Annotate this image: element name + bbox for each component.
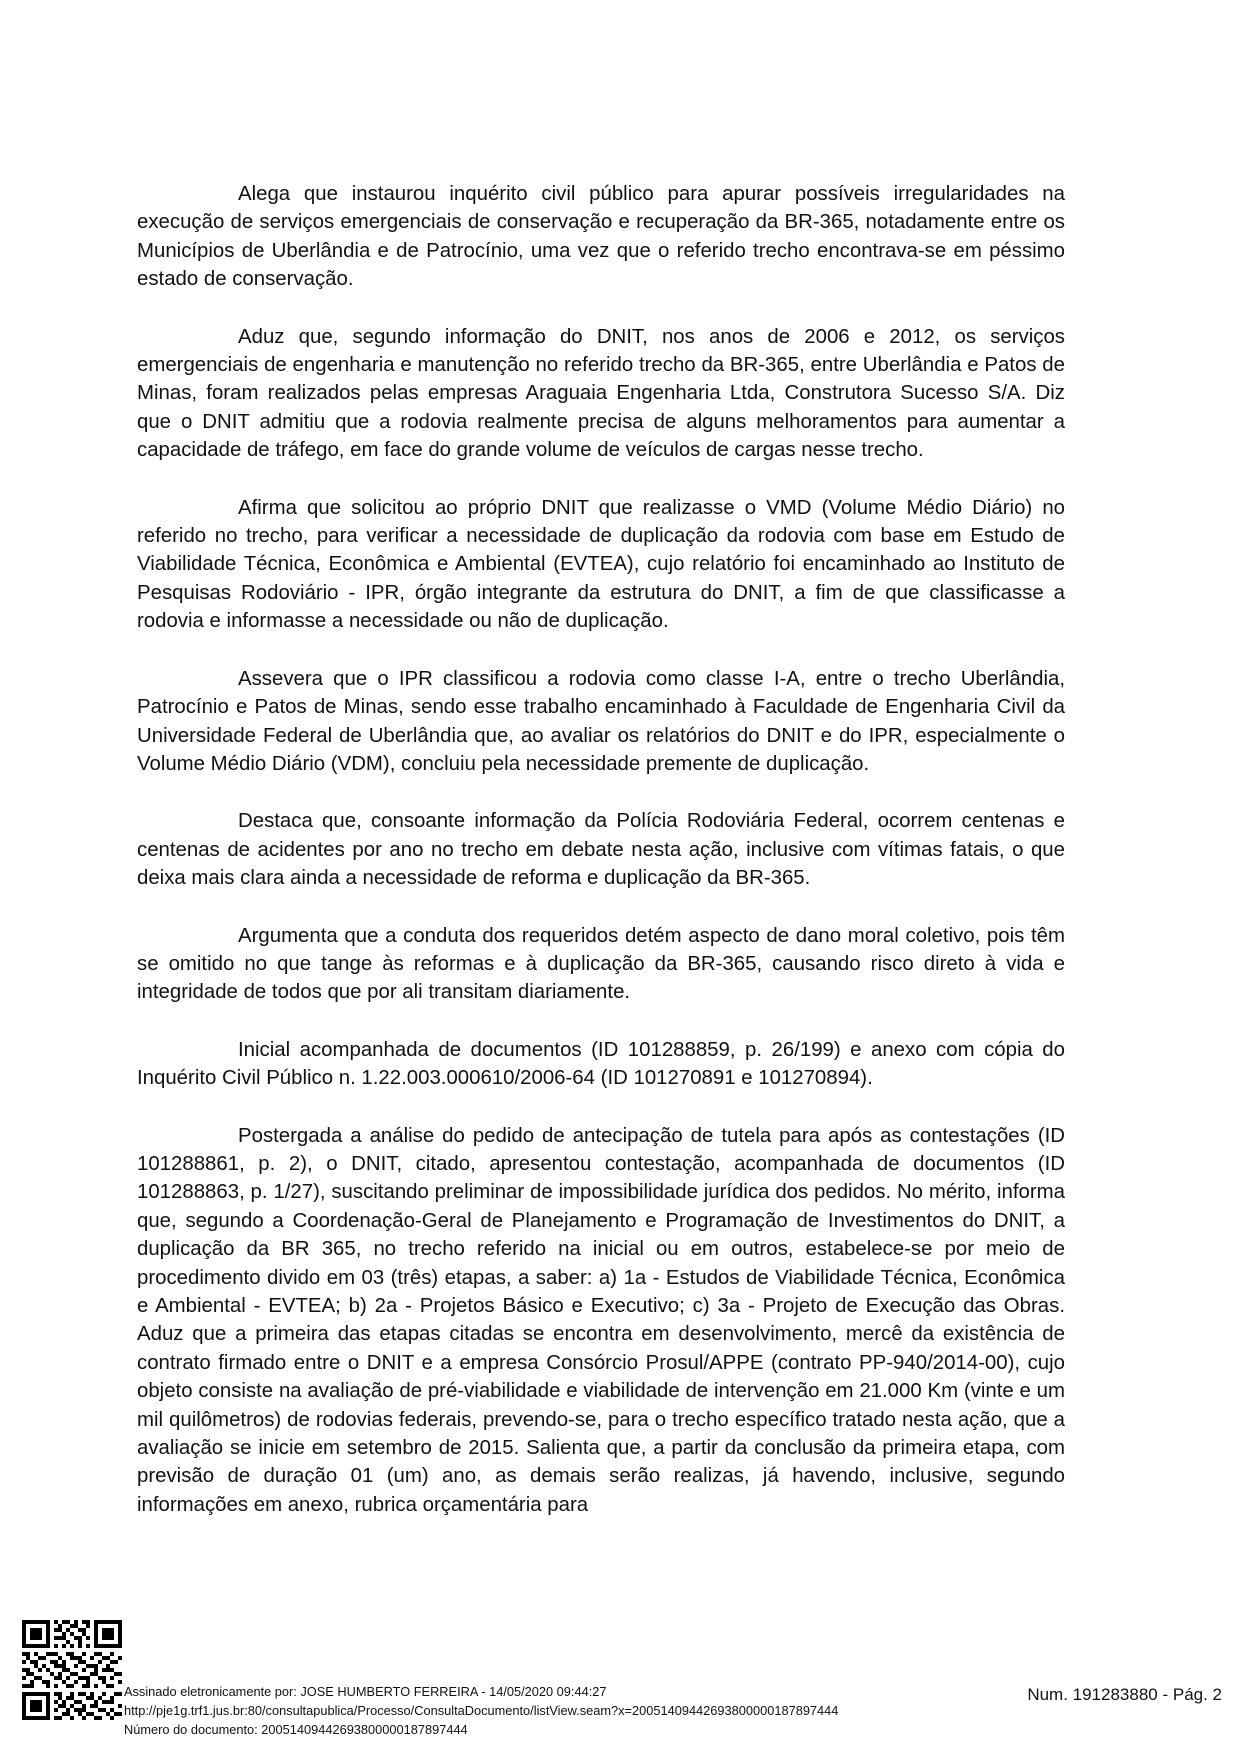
paragraph-6: Argumenta que a conduta dos requeridos detém aspecto de dano moral coletivo, pois têm se omitido no que tange às reformas e à duplicação da BR-365, causando risco direto à vida e integridade de todos que por ali transitam diariamente. [137,924,1065,1004]
paragraph-4: Assevera que o IPR classificou a rodovia como classe I-A, entre o trecho Uberlândia, Patrocínio e Patos de Minas, sendo esse trabalho encaminhado à Faculdade de Engenharia Civil da Universidade Federal de Uberlândia que, ao avaliar os relatórios do DNIT e do IPR, especialmente o Volume Médio Diário (VDM), concluiu pela necessidade premente de duplicação. [137,667,1065,775]
paragraph-8: Postergada a análise do pedido de antecipação de tutela para após as contestações (ID 101288861, p. 2), o DNIT, citado, apresentou contestação, acompanhada de documentos (ID 101288863, p. 1/27), suscitando preliminar de impossibilidade jurídica dos pedidos. No mérito, informa que, segundo a Coordenação-Geral de Planejamento e Programação de Investimentos do DNIT, a duplicação da BR 365, no trecho referido na inicial ou em outros, estabelece-se por meio de procedimento divido em 03 (três) etapas, a saber: a) 1a - Estudos de Viabilidade Técnica, Econômica e Ambiental - EVTEA; b) 2a - Projetos Básico e Executivo; c) 3a - Projeto de Execução das Obras. Aduz que a primeira das etapas citadas se encontra em desenvolvimento, mercê da existência de contrato firmado entre o DNIT e a empresa Consórcio Prosul/APPE (contrato PP-940/2014-00), cujo objeto consiste na avaliação de pré-viabilidade e viabilidade de intervenção em 21.000 Km (vinte e um mil quilômetros) de rodovias federais, prevendo-se, para o trecho específico tratado nesta ação, que a avaliação se inicie em setembro de 2015. Salienta que, a partir da conclusão da primeira etapa, com previsão de duração 01 (um) ano, as demais serão realizas, já havendo, inclusive, segundo informações em anexo, rubrica orçamentária para [137,1124,1065,1516]
document-number-line: Número do documento: 20051409442693800000187897444 [124,1722,468,1737]
paragraph-5: Destaca que, consoante informação da Polícia Rodoviária Federal, ocorrem centenas e centenas de acidentes por ano no trecho em debate nesta ação, inclusive com vítimas fatais, o que deixa mais clara ainda a necessidade de reforma e duplicação da BR-365. [137,810,1065,890]
signed-by-line: Assinado eletronicamente por: JOSE HUMBERTO FERREIRA - 14/05/2020 09:44:27 [124,1684,607,1699]
qr-code-icon [22,1620,122,1720]
paragraph-3: Afirma que solicitou ao próprio DNIT que realizasse o VMD (Volume Médio Diário) no referido no trecho, para verificar a necessidade de duplicação da rodovia com base em Estudo de Viabilidade Técnica, Econômica e Ambiental (EVTEA), cujo relatório foi encaminhado ao Instituto de Pesquisas Rodoviário - IPR, órgão integrante da estrutura do DNIT, a fim de que classificasse a rodovia e informasse a necessidade ou não de duplicação. [137,496,1065,633]
document-body [137,180,1065,1519]
page-number: Num. 191283880 - Pág. 2 [1027,1685,1222,1704]
signature-block [124,1682,838,1739]
paragraph-2: Aduz que, segundo informação do DNIT, nos anos de 2006 e 2012, os serviços emergenciais de engenharia e manutenção no referido trecho da BR-365, entre Uberlândia e Patos de Minas, foram realizados pelas empresas Araguaia Engenharia Ltda, Construtora Sucesso S/A. Diz que o DNIT admitiu que a rodovia realmente precisa de alguns melhoramentos para aumentar a capacidade de tráfego, em face do grande volume de veículos de cargas nesse trecho. [137,325,1065,462]
paragraph-1: Alega que instaurou inquérito civil público para apurar possíveis irregularidades na execução de serviços emergenciais de conservação e recuperação da BR-365, notadamente entre os Municípios de Uberlândia e de Patrocínio, uma vez que o referido trecho encontrava-se em péssimo estado de conservação. [137,183,1065,291]
paragraph-7: Inicial acompanhada de documentos (ID 101288859, p. 26/199) e anexo com cópia do Inquérito Civil Público n. 1.22.003.000610/2006-64 (ID 101270891 e 101270894). [137,1038,1065,1090]
signature-footer [22,1615,1222,1735]
verification-url[interactable]: http://pje1g.trf1.jus.br:80/consultapublica/Processo/ConsultaDocumento/listView.seam?x=20051409442693800000187897444 [124,1703,839,1718]
